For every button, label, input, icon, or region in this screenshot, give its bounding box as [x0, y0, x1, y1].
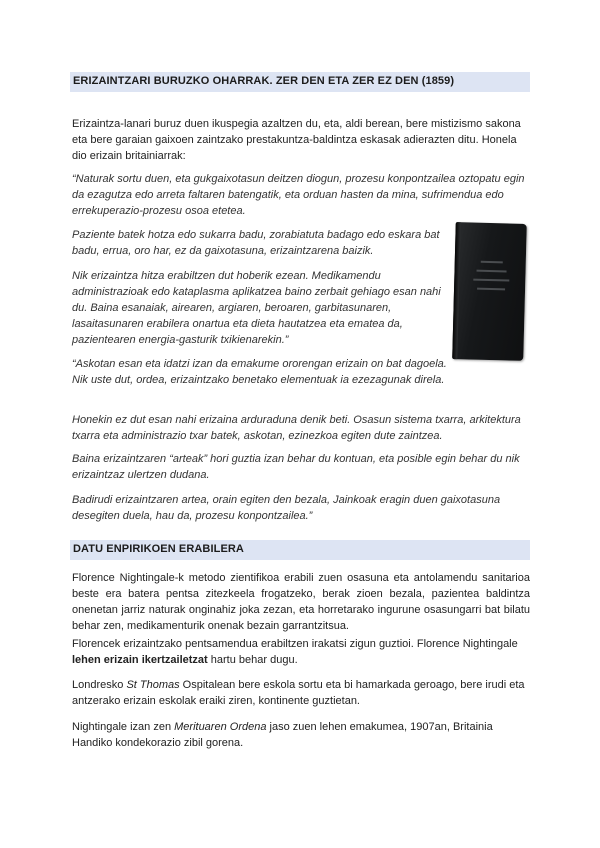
st-thomas-text-end: Ospitalean bere eskola sortu eta bi hamarkada geroago, bere irudi eta antzerako erizain eskolak eraiki ziren, kontinente guztietan. — [72, 679, 525, 707]
researcher-bold-text: lehen erizain ikertzailetzat — [72, 654, 208, 666]
merit-italic-text: Merituaren Ordena — [174, 721, 267, 733]
quote-paragraph-4: “Askotan esan eta idatzi izan da emakume ororengan erizain on bat dagoela. Nik uste dut, ordea, erizaintzako benetako elementuak ia ezezagunak direla. — [72, 358, 447, 386]
section-heading-empirical-data: DATU ENPIRIKOEN ERABILERA — [70, 540, 530, 560]
quote-paragraph-6: Baina erizaintzaren “arteak” hori guztia izan behar du kontuan, eta posible egin behar du nik erizaintzaz ulertzen dudana. — [72, 453, 520, 481]
quote-paragraph-3: Nik erizaintza hitza erabiltzen dut hoberik ezean. Medikamendu administrazioak edo kataplasma aplikatzea baino zerbait gehiago esan nahi du. Baina esanaiak, airearen, argiaren, beroaren, garbitasunaren, lasaitasunaren erabilera onartua eta dieta hautatzea eta ematea da, pazientearen energia-gasturik txikienarekin.” — [72, 270, 441, 346]
order-of-merit-paragraph — [72, 719, 530, 751]
merit-text-end: jaso zuen lehen emakumea, 1907an, Britainia Handiko kondekorazio zibil gorena. — [72, 721, 493, 749]
researcher-paragraph — [72, 636, 530, 668]
merit-text-start: Nightingale izan zen — [72, 721, 175, 733]
researcher-text-end: hartu behar dugu. — [207, 654, 298, 666]
researcher-text-start: Florencek erizaintzako pentsamendua erabiltzen irakatsi zigun guztioi. Florence Nightingale — [72, 638, 518, 650]
book-cover-title — [466, 260, 517, 307]
intro-paragraph: Erizaintza-lanari buruz duen ikuspegia azaltzen du, eta, aldi berean, bere mistizismo sakona eta bere garaian gaixoen zaintzako prestakuntza-baldintza eskasak adierazten ditu. Honela dio erizain britainiarrak: — [72, 118, 521, 162]
quote-paragraph-2: Paziente batek hotza edo sukarra badu, zorabiatuta badago edo eskara bat badu, errua, oro har, ez da gaixotasuna, erizaintzarena baizik. — [72, 229, 440, 257]
book-spine — [452, 222, 461, 359]
section-heading-notes: ERIZAINTZARI BURUZKO OHARRAK. ZER DEN ETA ZER EZ DEN (1859) — [70, 72, 530, 92]
quote-paragraph-5: Honekin ez dut esan nahi erizaina arduraduna denik beti. Osasun sistema txarra, arkitektura txarra eta administrazio txar batek, askotan, ezinezkoa egiten dute zaintzea. — [72, 414, 521, 442]
st-thomas-italic-text: St Thomas — [126, 679, 180, 691]
notes-on-nursing-book-image — [452, 222, 527, 361]
nightingale-method-paragraph: Florence Nightingale-k metodo zientifikoa erabili zuen osasuna eta antolamendu sanitarioa beste era batera pentsa zitezkeela frogatzeko, berak zioen bezala, pazientea baldintza onenetan jarriz naturak onginahiz joka zezan, eta horretarako ingurune osasungarri bat bilatu behar zen, medikamenturik onenak bezain garrantzitsua. — [72, 572, 530, 632]
quote-paragraph-1: “Naturak sortu duen, eta gukgaixotasun deitzen diogun, prozesu konpontzailea oztopatu egin da ezagutza edo arreta faltaren batengatik, eta orduan hasten da mina, sufrimendua edo errekuperazio-prozesu osoa etetea. — [72, 173, 525, 217]
quote-paragraph-7: Badirudi erizaintzaren artea, orain egiten den bezala, Jainkoak eragin duen gaixotasuna desegiten duela, hau da, prozesu konpontzailea.” — [72, 494, 501, 522]
st-thomas-paragraph — [72, 677, 530, 709]
st-thomas-text-start: Londresko — [72, 679, 127, 691]
